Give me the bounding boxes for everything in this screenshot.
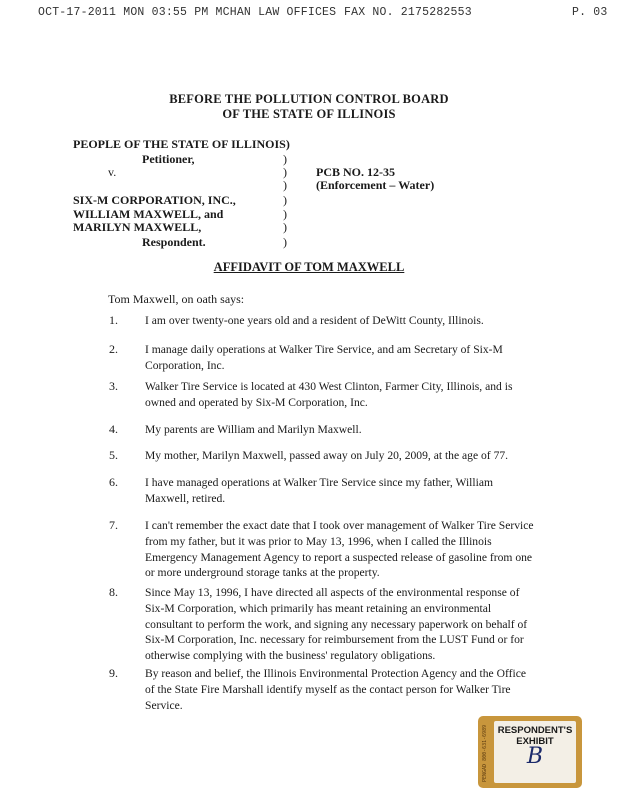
paragraph-number: 4. (109, 422, 118, 436)
paragraph-number: 8. (109, 585, 118, 599)
paragraph-text: My mother, Marilyn Maxwell, passed away on July 20, 2009, at the age of 77. (145, 449, 509, 462)
paragraph-number: 5. (109, 448, 118, 462)
caption-defendant-line2: WILLIAM MAXWELL, and (73, 207, 224, 221)
caption-petitioner-label: Petitioner, (142, 152, 195, 166)
caption-paren: ) (283, 207, 287, 221)
case-type: (Enforcement – Water) (316, 178, 435, 192)
exhibit-sticker-line2: EXHIBIT (516, 736, 554, 747)
paragraph-number: 2. (109, 342, 118, 356)
paragraph-text: Walker Tire Service is located at 430 West Clinton, Farmer City, Illinois, and is owned and operated by Six-M Corporation, Inc. (145, 380, 513, 409)
caption-paren: ) (283, 235, 287, 249)
fax-timestamp-sender: OCT-17-2011 MON 03:55 PM MCHAN LAW OFFICES (38, 6, 337, 19)
affidavit-intro: Tom Maxwell, on oath says: (108, 292, 245, 306)
fax-page-number: P. 03 (572, 6, 608, 19)
case-number: PCB NO. 12-35 (316, 165, 395, 179)
paragraph-text: I manage daily operations at Walker Tire Service, and am Secretary of Six-M Corporation, Inc. (145, 343, 503, 372)
caption-paren: ) (283, 193, 287, 207)
caption-defendant-line1: SIX-M CORPORATION, INC., (73, 193, 236, 207)
caption-respondent-label: Respondent. (142, 235, 206, 249)
paragraph-text: Since May 13, 1996, I have directed all aspects of the environmental response of Six-M Corporation, which primarily has meant retaining an environmental consultant to perform the work, and signing any necessary paperwork on behalf of Six-M Corporation, Inc. necessary for reimbursement from the LUST Fund or for otherwise complying with the business' regulatory obligations. (145, 586, 528, 663)
paragraph-number: 9. (109, 666, 118, 680)
paragraph-number: 6. (109, 475, 118, 489)
caption-paren: ) (283, 220, 287, 234)
caption-defendant-line3: MARILYN MAXWELL, (73, 220, 202, 234)
paragraph-number: 3. (109, 379, 118, 393)
paragraph-text: I can't remember the exact date that I took over management of Walker Tire Service from my father, but it was prior to May 13, 1996, when I called the Illinois Emergency Management Agency to report a suspected release of gasoline from one or more underground storage tanks at the property. (145, 519, 534, 580)
document-title-line2: OF THE STATE OF ILLINOIS (222, 107, 396, 121)
paragraph-text: My parents are William and Marilyn Maxwell. (145, 423, 362, 436)
fax-header (0, 6, 618, 24)
paragraph-number: 7. (109, 518, 118, 532)
caption-paren: ) (283, 178, 287, 192)
exhibit-sticker-strip: PENGAD 800-631-6989 (482, 724, 488, 782)
paragraph-number: 1. (109, 313, 118, 327)
caption-plaintiff: PEOPLE OF THE STATE OF ILLINOIS) (73, 137, 290, 151)
paragraph-text: I am over twenty-one years old and a resident of DeWitt County, Illinois. (145, 314, 484, 327)
exhibit-letter: B (526, 744, 544, 769)
exhibit-sticker (478, 716, 582, 788)
exhibit-sticker-label (494, 721, 576, 783)
caption-versus: v. (108, 165, 117, 179)
caption-paren: ) (283, 165, 287, 179)
document-title-line1: BEFORE THE POLLUTION CONTROL BOARD (169, 92, 449, 106)
exhibit-sticker-line1: RESPONDENT'S (497, 725, 573, 736)
paragraph-text: By reason and belief, the Illinois Environmental Protection Agency and the Office of the State Fire Marshall identify myself as the contact person for Walker Tire Service. (145, 667, 526, 712)
affidavit-title: AFFIDAVIT OF TOM MAXWELL (213, 260, 405, 274)
fax-number: FAX NO. 2175282553 (344, 6, 472, 19)
caption-paren: ) (283, 152, 287, 166)
paragraph-text: I have managed operations at Walker Tire Service since my father, William Maxwell, retired. (145, 476, 493, 505)
